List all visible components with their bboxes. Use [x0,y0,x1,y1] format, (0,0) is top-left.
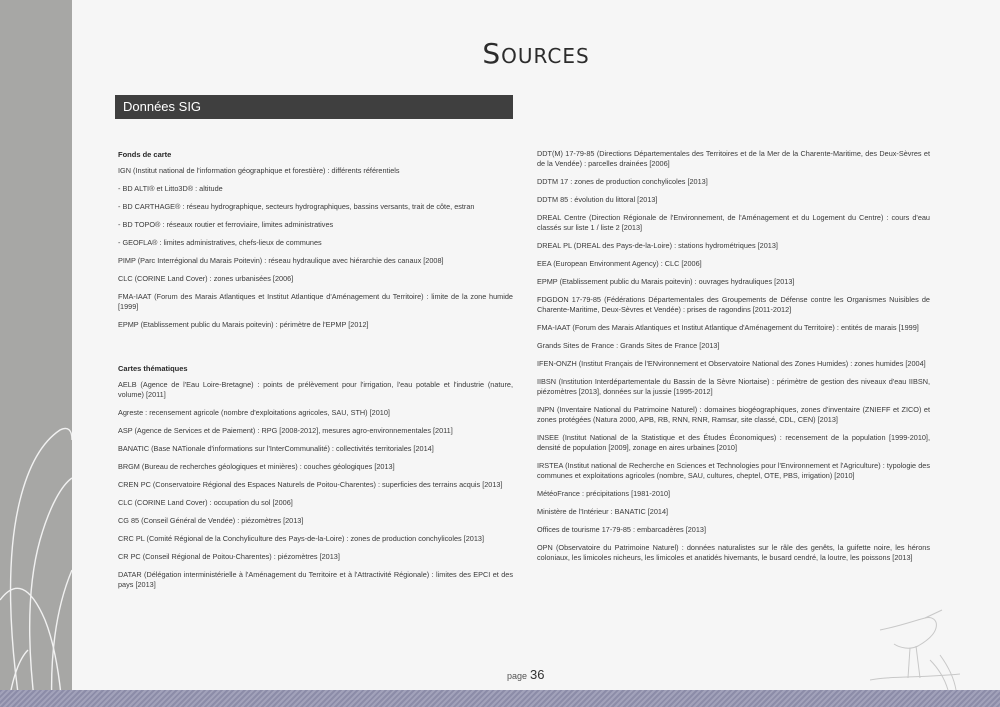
list-item: CG 85 (Conseil Général de Vendée) : piézomètres [2013] [118,516,304,525]
list-item: - BD CARTHAGE® : réseau hydrographique, secteurs hydrographiques, bassins versants, trait de côte, estran [118,202,475,211]
thematiques-heading: Cartes thématiques [118,364,188,373]
list-item: FDGDON 17-79-85 (Fédérations Départementales des Groupements de Défense contre les Organismes Nuisibles de Charente-Maritime, Deux-Sèvres et Vendée) : prises de ragondins [2011-2012] [537,295,930,314]
list-item: IGN (Institut national de l'information géographique et forestière) : différents référentiels [118,166,400,175]
list-item: INSEE (Institut National de la Statistique et des Études Économiques) : recensement de la population [1999-2010], densité de population [2009], zonage en aires urbaines [2010] [537,433,930,452]
right-column [537,149,930,571]
list-item: BANATIC (Base NATionale d'informations sur l'InterCommunalité) : collectivités territoriales [2014] [118,444,434,453]
list-item: OPN (Observatoire du Patrimoine Naturel) : données naturalistes sur le râle des genêts, la guifette noire, les hérons coloniaux, les limicoles nicheurs, les limicoles et anatidés hivernants, le busard cendré, la loutre, les poissons [2013] [537,543,930,562]
page-number [507,667,545,682]
list-item: BRGM (Bureau de recherches géologiques et minières) : couches géologiques [2013] [118,462,395,471]
list-item: CLC (CORINE Land Cover) : occupation du sol [2006] [118,498,293,507]
left-column [118,150,513,598]
list-item: Ministère de l'Intérieur : BANATIC [2014] [537,507,669,516]
right-list [537,149,930,563]
left-decorative-band [0,0,72,707]
list-item: EEA (European Environment Agency) : CLC [2006] [537,259,702,268]
list-item: DDTM 17 : zones de production conchylicoles [2013] [537,177,708,186]
list-item: AELB (Agence de l'Eau Loire-Bretagne) : points de prélèvement pour l'irrigation, l'eau potable et l'industrie (nature, volume) [2011] [118,380,513,399]
list-item: DDTM 85 : évolution du littoral [2013] [537,195,658,204]
list-item: CREN PC (Conservatoire Régional des Espaces Naturels de Poitou-Charentes) : superficies des terrains acquis [2013] [118,480,503,489]
page-number-value: 36 [530,667,545,682]
list-item: IFEN-ONZH (Institut Français de l'ENvironnement et Observatoire National des Zones Humides) : zones humides [2004] [537,359,926,368]
list-item: PIMP (Parc Interrégional du Marais Poitevin) : réseau hydraulique avec hiérarchie des canaux [2008] [118,256,444,265]
list-item: - GEOFLA® : limites administratives, chefs-lieux de communes [118,238,322,247]
list-item: DATAR (Délégation interministérielle à l'Aménagement du Territoire et à l'Attractivité Régionale) : limites des EPCI et des pays [2013] [118,570,513,589]
list-item: DREAL Centre (Direction Régionale de l'Environnement, de l'Aménagement et du Logement du Centre) : cours d'eau classés sur liste 1 / liste 2 [2013] [537,213,930,232]
list-item: DREAL PL (DREAL des Pays-de-la-Loire) : stations hydrométriques [2013] [537,241,778,250]
list-item: FMA-IAAT (Forum des Marais Atlantiques et Institut Atlantique d'Aménagement du Territoire) : entités de marais [1999] [537,323,919,332]
list-item: FMA-IAAT (Forum des Marais Atlantiques et Institut Atlantique d'Aménagement du Territoire) : limite de la zone humide [1999] [118,292,513,311]
list-item: MétéoFrance : précipitations [1981-2010] [537,489,671,498]
list-item: Agreste : recensement agricole (nombre d'exploitations agricoles, SAU, STH) [2010] [118,408,390,417]
list-item: CR PC (Conseil Régional de Poitou-Charentes) : piézomètres [2013] [118,552,340,561]
fonds-heading: Fonds de carte [118,150,172,159]
list-item: EPMP (Etablissement public du Marais poitevin) : ouvrages hydrauliques [2013] [537,277,795,286]
list-item: CLC (CORINE Land Cover) : zones urbanisées [2006] [118,274,294,283]
list-item: IRSTEA (Institut national de Recherche en Sciences et Technologies pour l'Environnement et l'Agriculture) : typologie des communes et exploitations agricoles (nombre, SAU, cultures, cheptel, OTE, PBS, irrigation) [2010] [537,461,930,480]
page-label: page [507,671,528,681]
list-item: ASP (Agence de Services et de Paiement) : RPG [2008-2012], mesures agro-environnementales [2011] [118,426,453,435]
bottom-decorative-band [0,690,1000,707]
wader-bird-icon [870,600,960,690]
section-header: Données SIG [115,95,513,119]
thematiques-list [118,380,513,590]
list-item: DDT(M) 17-79-85 (Directions Départementales des Territoires et de la Mer de la Charente-Maritime, des Deux-Sèvres et de la Vendée) : parcelles drainées [2006] [537,149,930,168]
list-item: - BD ALTI® et Litto3D® : altitude [118,184,223,193]
list-item: IIBSN (Institution Interdépartementale du Bassin de la Sèvre Niortaise) : périmètre de gestion des niveaux d'eau IIBSN, piézomètres [2013], données sur la jussie [1995-2012] [537,377,930,396]
list-item: Grands Sites de France : Grands Sites de France [2013] [537,341,720,350]
list-item: - BD TOPO® : réseaux routier et ferroviaire, limites administratives [118,220,334,229]
fonds-list [118,166,513,330]
page-title: Sources [482,36,590,70]
list-item: Offices de tourisme 17-79-85 : embarcadères [2013] [537,525,707,534]
list-item: INPN (Inventaire National du Patrimoine Naturel) : domaines biogéographiques, zones d'inventaire (ZNIEFF et ZICO) et zones protégées (Natura 2000, APB, RB, RNN, RNR, Ramsar, site classé, CDL, CEN) [2013] [537,405,930,424]
list-item: CRC PL (Comité Régional de la Conchyliculture des Pays-de-la-Loire) : zones de production conchylicoles [2013] [118,534,484,543]
heron-outline-icon [0,0,72,707]
list-item: EPMP (Etablissement public du Marais poitevin) : périmètre de l'EPMP [2012] [118,320,369,329]
